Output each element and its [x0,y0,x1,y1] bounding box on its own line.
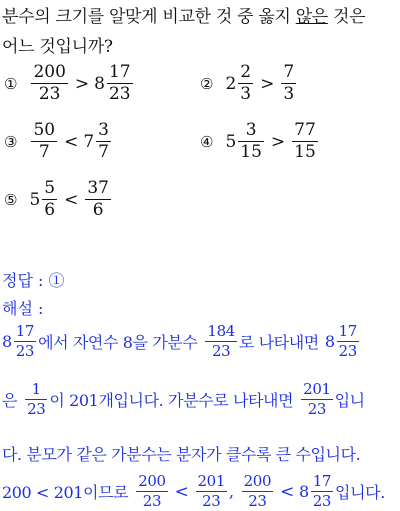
fraction: $\frac{5}{6}$ [44,178,56,220]
choice-2[interactable] [200,64,298,103]
fraction: $\frac{2}{3}$ [240,62,252,104]
choice-4[interactable] [200,122,320,161]
question-line-2: 어느 것입니까? [2,37,113,57]
solution-text: 은 [2,391,18,410]
operator: > [270,131,286,152]
solution-text: 입니 [334,391,365,410]
comma: , [228,482,234,501]
solution-text: 이 201개입니다. 가분수로 나타내면 [49,391,294,410]
operator: < [280,481,294,502]
solution-text: 200 < 201이므로 [2,483,129,502]
answer [2,268,65,291]
operator: < [174,481,189,502]
operator: < [64,131,79,152]
solution-line-1 [2,324,361,359]
solution-line-3: 다. 분모가 같은 가분수는 분자가 클수록 큰 수입니다. [2,445,361,464]
whole-part: 8 [94,73,105,94]
question-emphasis: 않은 [295,7,328,27]
solution-text: 입니다. [335,483,385,502]
fraction: $\frac{17}{23}$ [108,62,131,104]
question-line-1 [2,2,365,27]
choice-marker: ③ [4,132,18,151]
fraction: $\frac{37}{6}$ [87,178,109,220]
question-text-end: 것은 [327,7,366,27]
whole-part: 8 [298,482,309,501]
fraction: $\frac{17}{23}$ [312,472,332,510]
operator: > [74,73,90,94]
solution-text: 로 나타내면 [238,333,319,352]
choice-marker: ⑤ [4,190,18,209]
fraction: $\frac{1}{23}$ [27,380,46,418]
whole-part: 8 [324,332,335,351]
choice-5[interactable] [4,180,113,219]
solution-text: 에서 자연수 8을 가분수 [38,333,198,352]
fraction: $\frac{7}{3}$ [283,62,295,104]
fraction: $\frac{3}{7}$ [98,120,109,162]
fraction: $\frac{201}{23}$ [303,380,331,418]
operator: > [260,73,275,94]
whole-part: 5 [29,189,41,210]
explanation-label: 해설 : [2,299,44,318]
answer-value: ① [48,271,65,290]
choice-1[interactable] [4,64,135,103]
whole-part: 2 [225,73,237,94]
choice-3[interactable] [4,122,113,161]
operator: < [64,189,79,210]
fraction: $\frac{184}{23}$ [207,322,235,360]
whole-part: 5 [225,131,237,152]
fraction: $\frac{17}{23}$ [338,322,357,360]
whole-part: 8 [2,332,12,351]
fraction: $\frac{3}{15}$ [240,120,262,162]
fraction: $\frac{201}{23}$ [197,472,225,510]
fraction: $\frac{50}{7}$ [33,120,56,162]
solution-line-4 [2,474,385,509]
choice-marker: ① [4,74,18,93]
fraction: $\frac{200}{23}$ [33,62,66,104]
whole-part: 7 [83,131,95,152]
fraction: $\frac{77}{15}$ [294,120,316,162]
fraction: $\frac{200}{23}$ [138,472,166,510]
question-text: 분수의 크기를 알맞게 비교한 것 중 옳지 [2,7,296,27]
fraction: $\frac{200}{23}$ [243,472,272,510]
choice-marker: ② [200,74,214,93]
answer-label: 정답 : [2,271,49,290]
choice-marker: ④ [200,132,214,151]
fraction: $\frac{17}{23}$ [15,322,35,360]
solution-line-2 [2,382,365,417]
